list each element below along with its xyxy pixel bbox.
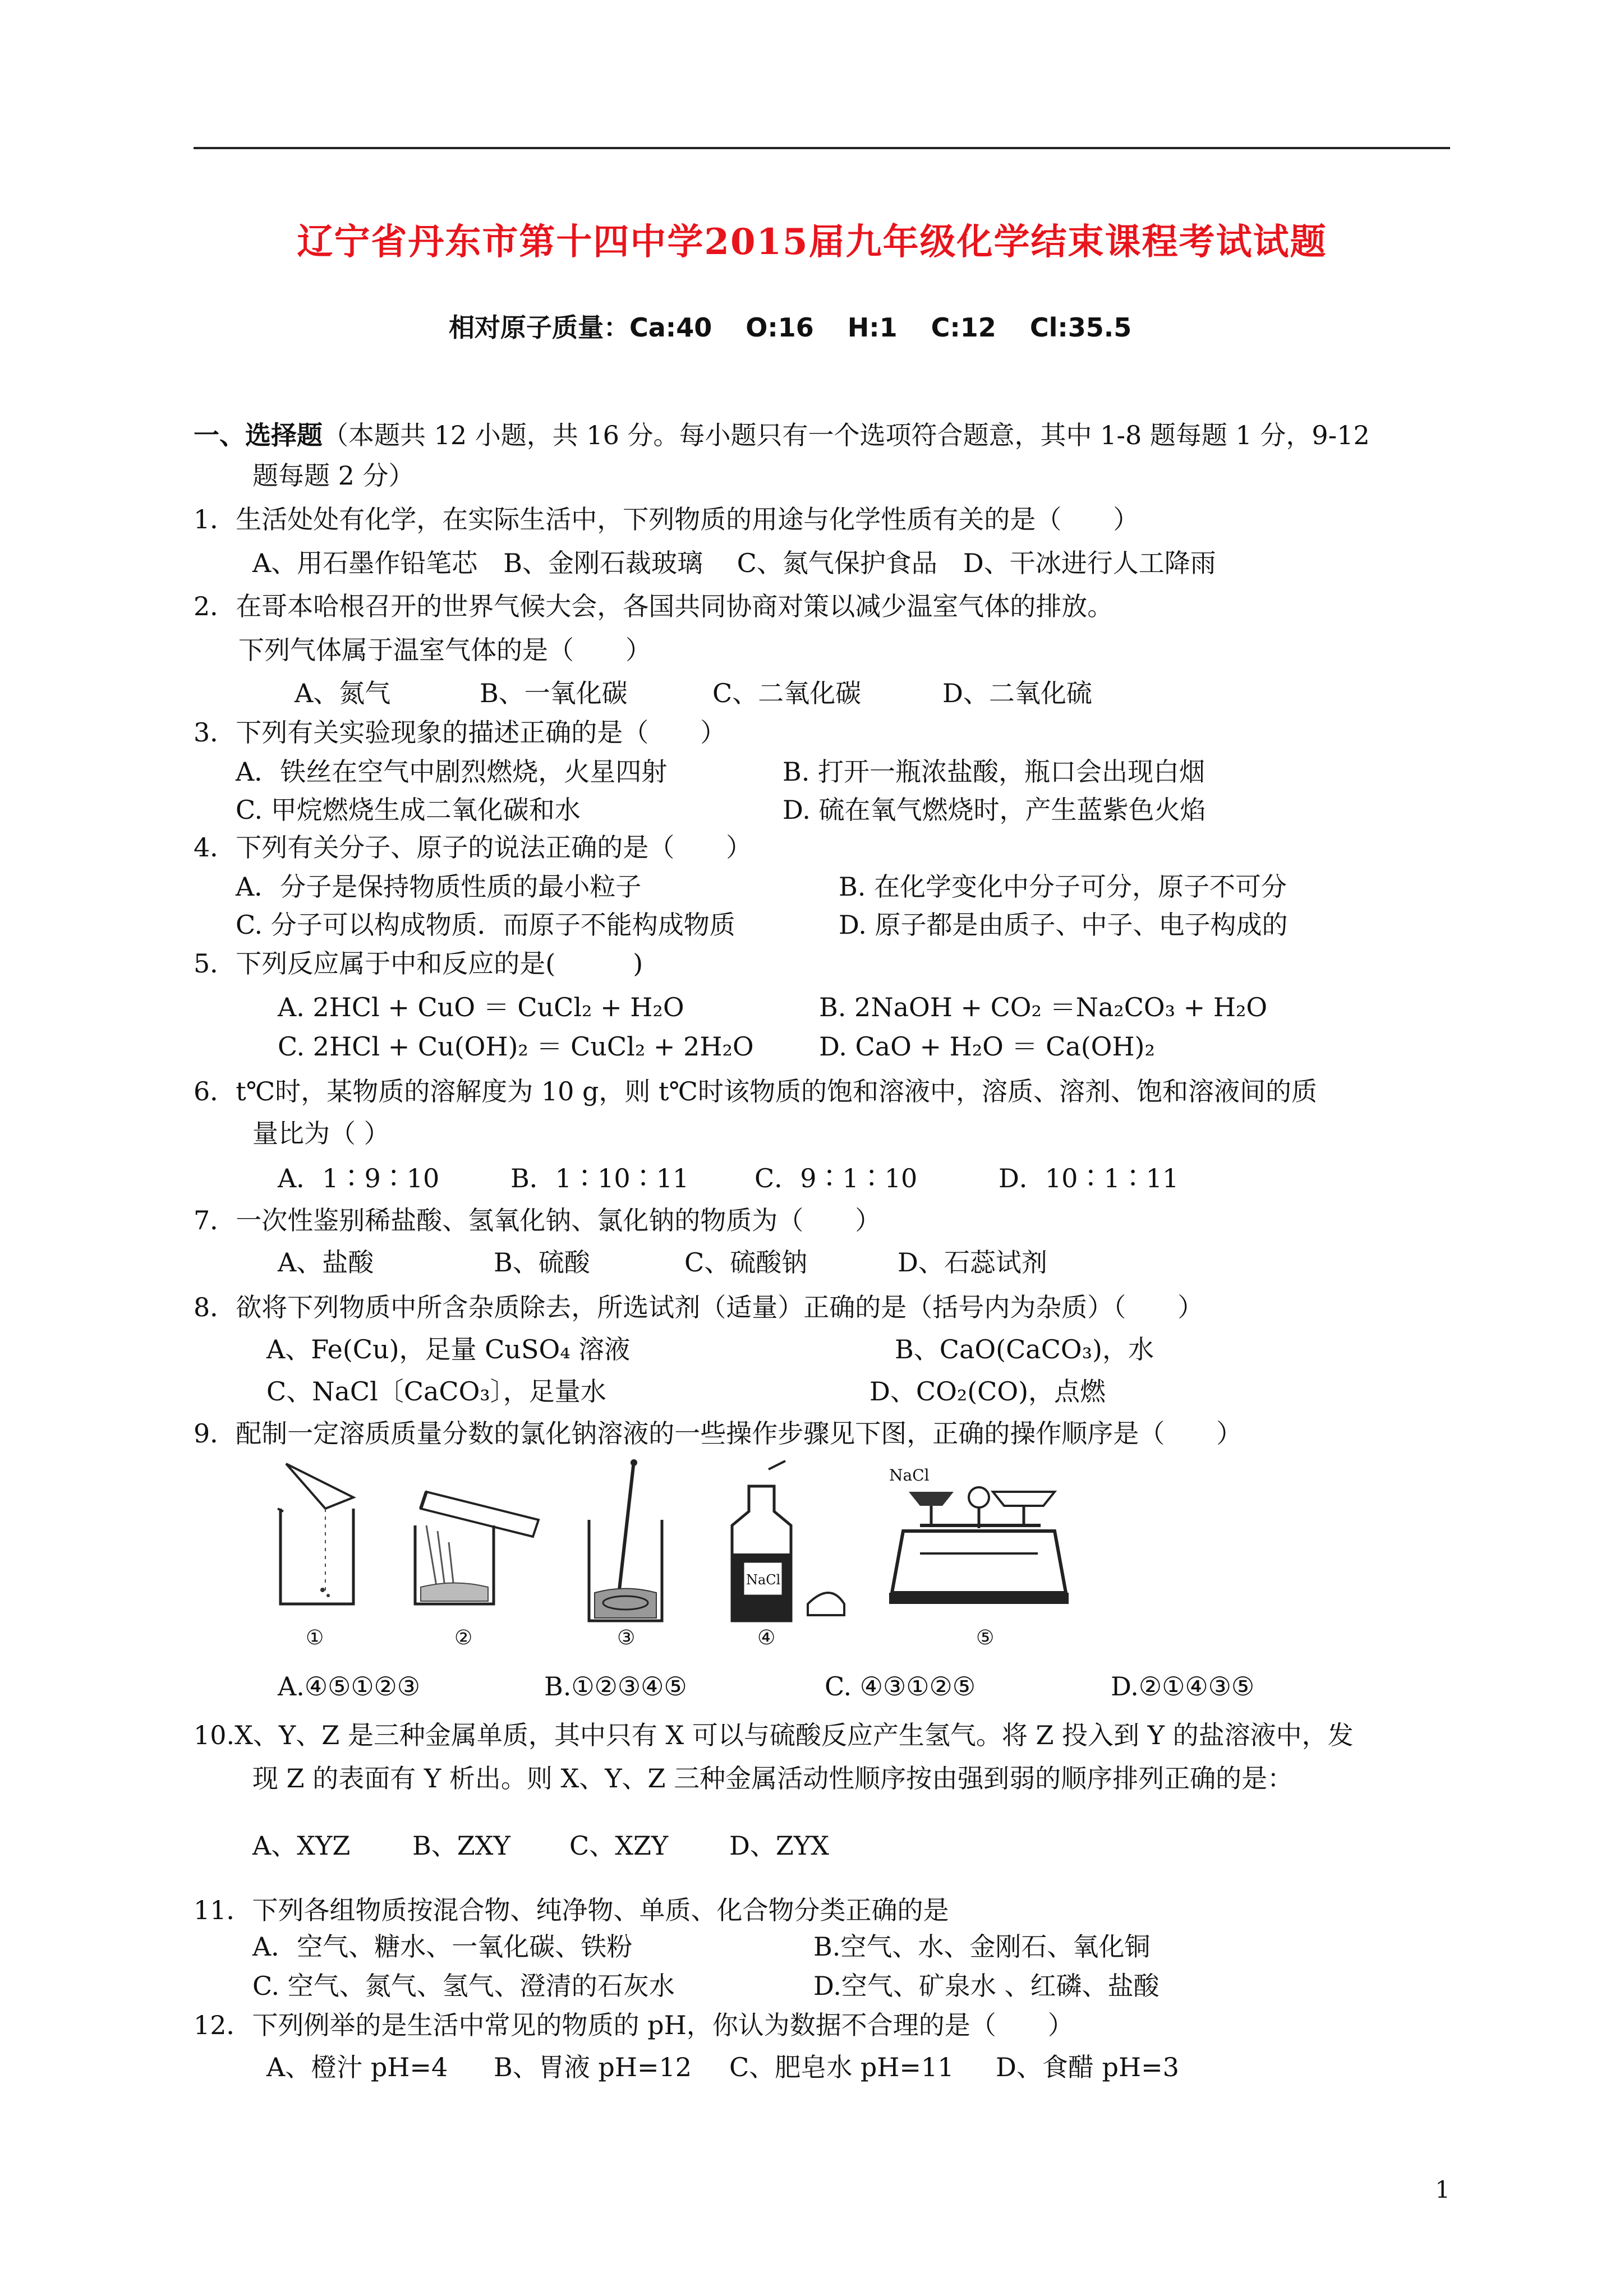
figure-label-4: ④ [757,1626,776,1649]
q9-option-c: C. ④③①②⑤ [825,1671,976,1702]
q7-option-a: A、盐酸 [278,1247,374,1278]
cylinder-pour-figure [404,1458,544,1610]
nacl-bottle-label: NaCl [746,1572,781,1588]
q4-stem: 4．下列有关分子、原子的说法正确的是（ ） [194,832,752,863]
section-desc: （本题共 12 小题，共 16 分。每小题只有一个选项符合题意，其中 1-8 题每题 1 分，9-12 [323,420,1370,450]
q2-stem-2: 下列气体属于温室气体的是（ ） [238,635,651,665]
q2-option-b: B、一氧化碳 [480,678,628,708]
header-rule [194,147,1450,149]
atomic-mass-h: H:1 [847,312,898,343]
q4-option-c: C. 分子可以构成物质．而原子不能构成物质 [236,910,735,940]
figure-label-5: ⑤ [976,1626,995,1649]
figure-label-2: ② [454,1626,473,1649]
q11-option-b: B.空气、水、金刚石、氧化铜 [813,1931,1151,1962]
section-heading [194,415,1370,452]
atomic-mass-o: O:16 [746,312,814,343]
q5-stem: 5．下列反应属于中和反应的是( ) [194,948,643,979]
nacl-bottle-figure [718,1458,847,1626]
balance-nacl-label: NaCl [889,1466,930,1484]
q1-options: A、用石墨作铅笔芯 B、金刚石裁玻璃 C、氮气保护食品 D、干冰进行人工降雨 [252,548,1216,578]
q2-stem: 2．在哥本哈根召开的世界气候大会，各国共同协商对策以减少温室气体的排放。 [194,591,1114,621]
q5-option-c: C. 2HCl + Cu(OH)₂ ＝ CuCl₂ + 2H₂O [278,1031,754,1062]
q12-option-d: D、食醋 pH=3 [996,2052,1179,2082]
beaker-pour-figure [269,1458,370,1610]
q6-option-c: C．9∶1∶10 [755,1163,918,1193]
section-title: 一、选择题 [194,420,323,450]
q10-stem: 10.X、Y、Z 是三种金属单质，其中只有 X 可以与硫酸反应产生氢气。将 Z 投入到 Y 的盐溶液中，发 [194,1720,1354,1750]
q8-option-c: C、NaCl〔CaCO₃〕，足量水 [266,1376,606,1407]
q7-option-c: C、硫酸钠 [684,1247,808,1278]
q7-option-b: B、硫酸 [494,1247,590,1278]
q3-stem: 3．下列有关实验现象的描述正确的是（ ） [194,717,726,748]
stirring-figure [578,1458,679,1626]
q11-option-c: C. 空气、氮气、氢气、澄清的石灰水 [252,1971,675,2001]
q2-option-a: A、氮气 [295,678,391,708]
q3-option-d: D. 硫在氧气燃烧时，产生蓝紫色火焰 [783,795,1206,825]
q8-option-b: B、CaO(CaCO₃)，水 [895,1334,1154,1364]
q9-option-d: D.②①④③⑤ [1111,1671,1255,1702]
page-number: 1 [1435,2176,1450,2203]
q8-option-d: D、CO₂(CO)，点燃 [869,1376,1106,1407]
q12-option-b: B、胃液 pH=12 [494,2052,692,2082]
q2-option-c: C、二氧化碳 [712,678,862,708]
q6-option-b: B．1∶10∶11 [510,1163,689,1193]
q4-option-d: D. 原子都是由质子、中子、电子构成的 [839,910,1288,940]
q9-stem: 9．配制一定溶质质量分数的氯化钠溶液的一些操作步骤见下图，正确的操作顺序是（ ） [194,1418,1243,1449]
q4-option-b: B. 在化学变化中分子可分，原子不可分 [839,872,1287,902]
q12-option-a: A、橙汁 pH=4 [266,2052,448,2082]
q6-option-d: D．10∶1∶11 [999,1163,1179,1193]
q6-option-a: A．1∶9∶10 [278,1163,440,1193]
figure-label-3: ③ [617,1626,636,1649]
q8-option-a: A、Fe(Cu)，足量 CuSO₄ 溶液 [266,1334,631,1364]
q9-option-a: A.④⑤①②③ [278,1671,421,1702]
q5-option-a: A. 2HCl + CuO ＝ CuCl₂ + H₂O [278,992,684,1022]
q5-option-d: D. CaO + H₂O ＝ Ca(OH)₂ [819,1031,1155,1062]
q3-option-c: C. 甲烷燃烧生成二氧化碳和水 [236,795,581,825]
q11-stem: 11．下列各组物质按混合物、纯净物、单质、化合物分类正确的是 [194,1895,949,1925]
q8-stem: 8．欲将下列物质中所含杂质除去，所选试剂（适量）正确的是（括号内为杂质）（ ） [194,1292,1204,1322]
q10-option-a: A、XYZ [252,1831,351,1861]
q7-stem: 7．一次性鉴别稀盐酸、氢氧化钠、氯化钠的物质为（ ） [194,1205,881,1235]
section-desc-2: 题每题 2 分） [252,460,415,491]
q9-figure [264,1458,1116,1649]
q10-option-b: B、ZXY [412,1831,510,1861]
q12-stem: 12．下列例举的是生活中常见的物质的 pH，你认为数据不合理的是（ ） [194,2010,1074,2040]
q10-stem-2: 现 Z 的表面有 Y 析出。则 X、Y、Z 三种金属活动性顺序按由强到弱的顺序排列正确的是： [252,1763,1294,1794]
q11-option-d: D.空气、矿泉水 、红磷、盐酸 [813,1971,1160,2001]
q11-option-a: A．空气、糖水、一氧化碳、铁粉 [252,1931,633,1962]
atomic-mass-c: C:12 [931,312,996,343]
q2-option-d: D、二氧化硫 [942,678,1092,708]
q6-stem-2: 量比为（ ） [252,1118,390,1149]
q5-option-b: B. 2NaOH + CO₂ ＝Na₂CO₃ + H₂O [819,992,1268,1022]
balance-figure [886,1458,1071,1610]
atomic-mass-line [449,307,1165,344]
q3-option-b: B. 打开一瓶浓盐酸，瓶口会出现白烟 [783,757,1206,787]
figure-label-1: ① [306,1626,324,1649]
q10-option-c: C、XZY [569,1831,669,1861]
atomic-mass-ca: Ca:40 [629,312,712,343]
q12-option-c: C、肥皂水 pH=11 [729,2052,954,2082]
page-title: 辽宁省丹东市第十四中学2015届九年级化学结束课程考试试题 [297,221,1327,263]
q6-stem: 6．t℃时，某物质的溶解度为 10 g，则 t℃时该物质的饱和溶液中，溶质、溶剂、饱和溶液间的质 [194,1076,1317,1106]
q7-option-d: D、石蕊试剂 [898,1247,1047,1278]
q10-option-d: D、ZYX [729,1831,829,1861]
atomic-mass-label: 相对原子质量： [449,312,629,343]
atomic-mass-cl: Cl:35.5 [1029,312,1132,343]
q9-option-b: B.①②③④⑤ [544,1671,687,1702]
q4-option-a: A．分子是保持物质性质的最小粒子 [236,872,642,902]
q3-option-a: A．铁丝在空气中剧烈燃烧，火星四射 [236,757,668,787]
q1-stem: 1．生活处处有化学，在实际生活中，下列物质的用途与化学性质有关的是（ ） [194,504,1139,534]
